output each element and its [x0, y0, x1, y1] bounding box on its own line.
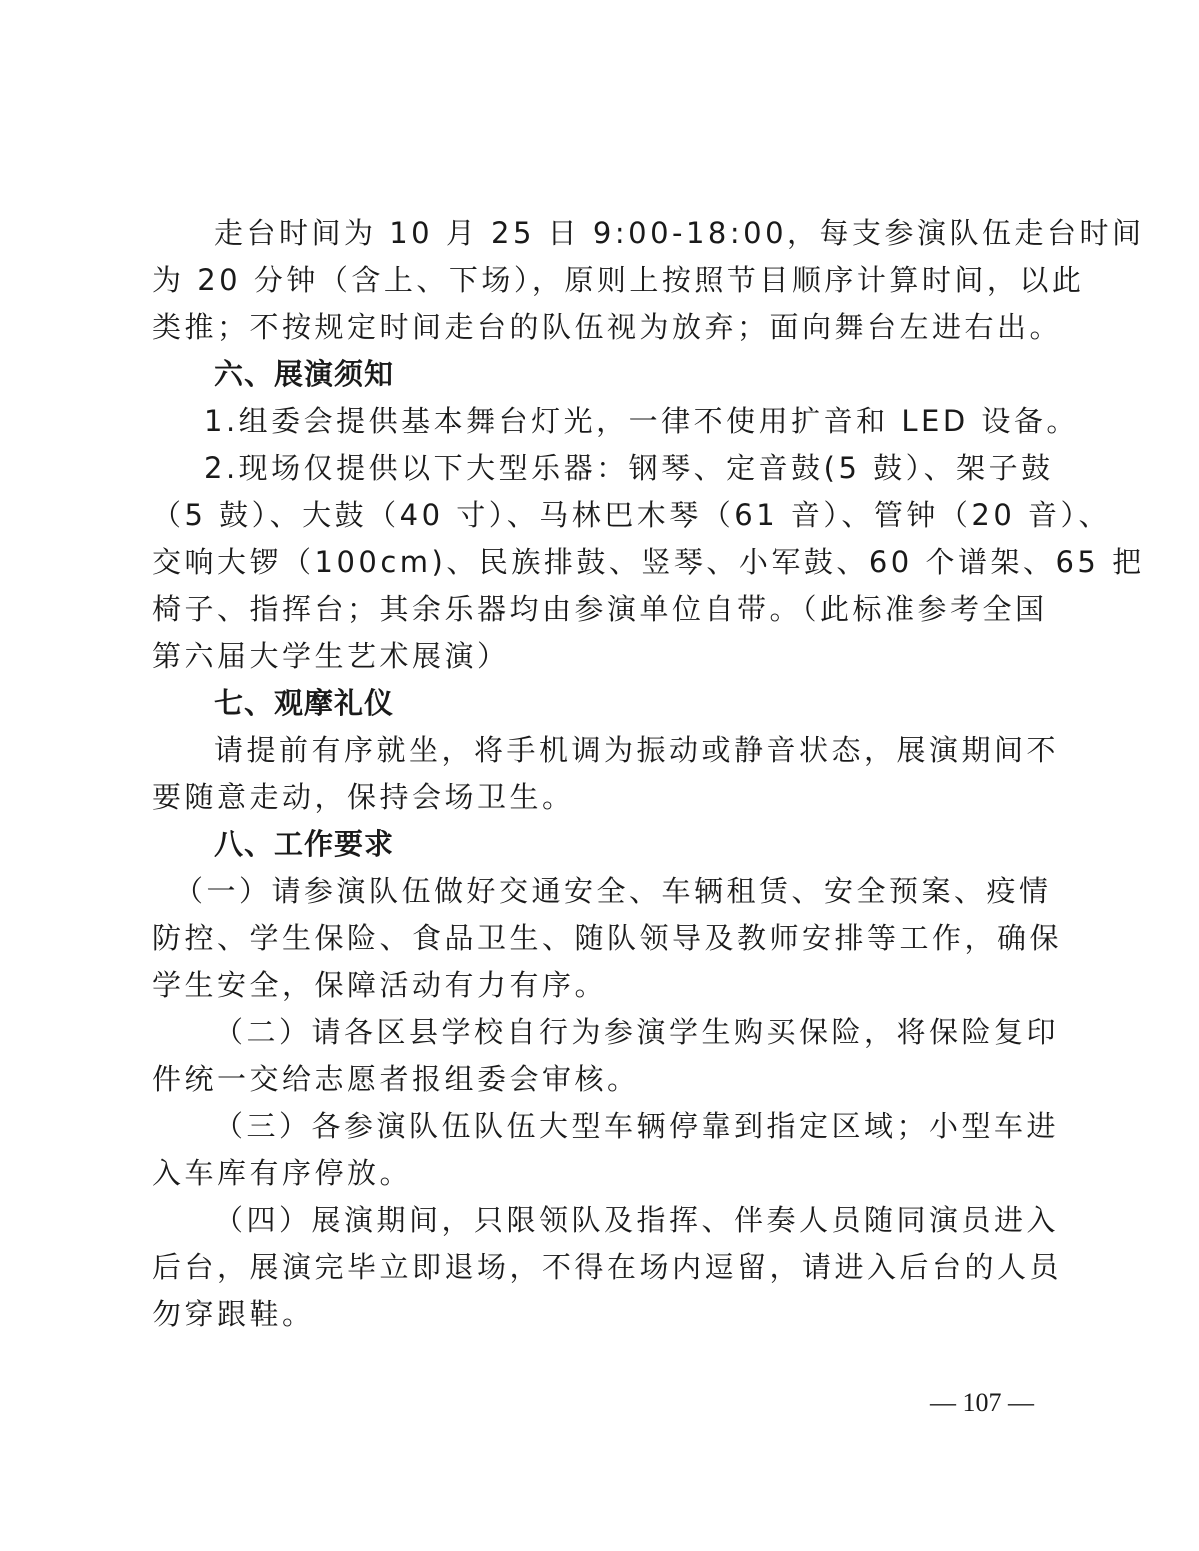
paragraph-line: 件统一交给志愿者报组委会审核。 — [152, 1062, 640, 1096]
paragraph-line: （5 鼓）、大鼓（40 寸）、马林巴木琴（61 音）、管钟（20 音）、 — [152, 498, 1112, 532]
paragraph-line: 后台，展演完毕立即退场，不得在场内逗留，请进入后台的人员 — [152, 1250, 1063, 1284]
paragraph-line: 类推；不按规定时间走台的队伍视为放弃；面向舞台左进右出。 — [152, 310, 1063, 344]
paragraph-line: （四）展演期间，只限领队及指挥、伴奏人员随同演员进入 — [214, 1203, 1060, 1237]
paragraph-line: 为 20 分钟（含上、下场），原则上按照节目顺序计算时间，以此 — [152, 263, 1085, 297]
paragraph-line: 学生安全，保障活动有力有序。 — [152, 968, 608, 1002]
paragraph-line: （一）请参演队伍做好交通安全、车辆租赁、安全预案、疫情 — [174, 874, 1052, 908]
paragraph-line: 入车库有序停放。 — [152, 1156, 413, 1190]
paragraph-line: 第六届大学生艺术展演） — [152, 639, 510, 673]
paragraph-line: 勿穿跟鞋。 — [152, 1297, 315, 1331]
paragraph-line: 交响大锣（100cm)、民族排鼓、竖琴、小军鼓、60 个谱架、65 把 — [152, 545, 1145, 579]
paragraph-line: 椅子、指挥台；其余乐器均由参演单位自带。（此标准参考全国 — [152, 592, 1048, 626]
page-number: — 107 — — [930, 1388, 1034, 1417]
paragraph-line: （三）各参演队伍队伍大型车辆停靠到指定区域；小型车进 — [214, 1109, 1060, 1143]
paragraph-line: 请提前有序就坐，将手机调为振动或静音状态，展演期间不 — [214, 733, 1060, 767]
paragraph-line: 防控、学生保险、食品卫生、随队领导及教师安排等工作，确保 — [152, 921, 1063, 955]
section-heading-7: 七、观摩礼仪 — [214, 686, 395, 720]
section-heading-8: 八、工作要求 — [214, 827, 395, 861]
paragraph-line: 走台时间为 10 月 25 日 9:00-18:00，每支参演队伍走台时间 — [214, 216, 1145, 250]
paragraph-line: 2.现场仅提供以下大型乐器：钢琴、定音鼓(5 鼓）、架子鼓 — [204, 451, 1054, 485]
paragraph-line: （二）请各区县学校自行为参演学生购买保险，将保险复印 — [214, 1015, 1060, 1049]
paragraph-line: 1.组委会提供基本舞台灯光，一律不使用扩音和 LED 设备。 — [204, 404, 1079, 438]
section-heading-6: 六、展演须知 — [214, 357, 395, 391]
paragraph-line: 要随意走动，保持会场卫生。 — [152, 780, 575, 814]
